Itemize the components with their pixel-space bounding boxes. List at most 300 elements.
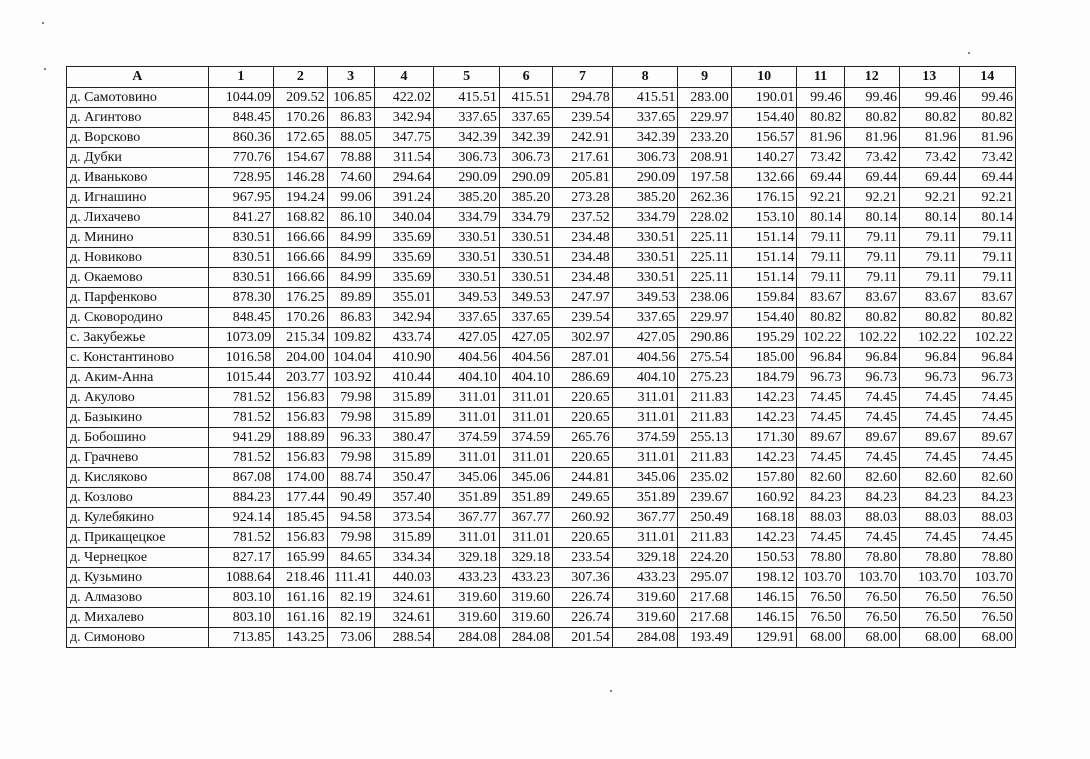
value-cell: 102.22 xyxy=(797,328,844,348)
value-cell: 73.42 xyxy=(844,148,899,168)
value-cell: 311.01 xyxy=(499,528,552,548)
value-cell: 311.01 xyxy=(612,408,678,428)
settlement-name-cell: д. Дубки xyxy=(67,148,209,168)
value-cell: 151.14 xyxy=(731,268,797,288)
value-cell: 73.42 xyxy=(959,148,1016,168)
value-cell: 96.73 xyxy=(797,368,844,388)
value-cell: 334.79 xyxy=(612,208,678,228)
value-cell: 385.20 xyxy=(612,188,678,208)
value-cell: 311.01 xyxy=(612,388,678,408)
scan-speck xyxy=(610,690,612,692)
value-cell: 374.59 xyxy=(499,428,552,448)
value-cell: 79.11 xyxy=(844,248,899,268)
value-cell: 255.13 xyxy=(678,428,731,448)
value-cell: 176.15 xyxy=(731,188,797,208)
value-cell: 81.96 xyxy=(844,128,899,148)
settlement-name-cell: д. Окаемово xyxy=(67,268,209,288)
data-table xyxy=(66,66,1016,648)
value-cell: 78.80 xyxy=(844,548,899,568)
settlement-name-cell: д. Сковородино xyxy=(67,308,209,328)
value-cell: 440.03 xyxy=(374,568,434,588)
value-cell: 76.50 xyxy=(959,588,1016,608)
value-cell: 195.29 xyxy=(731,328,797,348)
value-cell: 84.99 xyxy=(327,248,374,268)
value-cell: 229.97 xyxy=(678,108,731,128)
value-cell: 319.60 xyxy=(434,608,500,628)
table-row xyxy=(67,588,1016,608)
settlement-name-cell: д. Агинтово xyxy=(67,108,209,128)
value-cell: 211.83 xyxy=(678,448,731,468)
value-cell: 92.21 xyxy=(844,188,899,208)
value-cell: 172.65 xyxy=(274,128,327,148)
value-cell: 198.12 xyxy=(731,568,797,588)
table-row xyxy=(67,368,1016,388)
value-cell: 99.46 xyxy=(959,88,1016,108)
table-row xyxy=(67,528,1016,548)
value-cell: 74.45 xyxy=(900,408,960,428)
value-cell: 89.67 xyxy=(959,428,1016,448)
value-cell: 146.15 xyxy=(731,608,797,628)
value-cell: 83.67 xyxy=(844,288,899,308)
value-cell: 244.81 xyxy=(553,468,613,488)
value-cell: 79.98 xyxy=(327,408,374,428)
value-cell: 80.82 xyxy=(959,108,1016,128)
settlement-name-cell: д. Минино xyxy=(67,228,209,248)
value-cell: 404.10 xyxy=(434,368,500,388)
value-cell: 345.06 xyxy=(499,468,552,488)
value-cell: 355.01 xyxy=(374,288,434,308)
value-cell: 275.23 xyxy=(678,368,731,388)
value-cell: 88.03 xyxy=(844,508,899,528)
value-cell: 335.69 xyxy=(374,268,434,288)
value-cell: 74.45 xyxy=(959,408,1016,428)
table-row xyxy=(67,548,1016,568)
table-row xyxy=(67,408,1016,428)
table-row xyxy=(67,108,1016,128)
value-cell: 74.45 xyxy=(797,528,844,548)
value-cell: 273.28 xyxy=(553,188,613,208)
table-row xyxy=(67,428,1016,448)
value-cell: 80.82 xyxy=(900,308,960,328)
table-row xyxy=(67,508,1016,528)
value-cell: 302.97 xyxy=(553,328,613,348)
value-cell: 306.73 xyxy=(434,148,500,168)
value-cell: 80.82 xyxy=(844,308,899,328)
value-cell: 311.01 xyxy=(434,408,500,428)
value-cell: 433.23 xyxy=(499,568,552,588)
table-row xyxy=(67,488,1016,508)
value-cell: 99.46 xyxy=(900,88,960,108)
value-cell: 311.01 xyxy=(499,408,552,428)
value-cell: 260.92 xyxy=(553,508,613,528)
value-cell: 337.65 xyxy=(612,308,678,328)
value-cell: 92.21 xyxy=(900,188,960,208)
column-header: 5 xyxy=(434,67,500,88)
column-header: 6 xyxy=(499,67,552,88)
value-cell: 228.02 xyxy=(678,208,731,228)
value-cell: 79.11 xyxy=(959,228,1016,248)
value-cell: 86.10 xyxy=(327,208,374,228)
value-cell: 342.39 xyxy=(499,128,552,148)
value-cell: 146.28 xyxy=(274,168,327,188)
value-cell: 415.51 xyxy=(612,88,678,108)
value-cell: 357.40 xyxy=(374,488,434,508)
value-cell: 86.83 xyxy=(327,308,374,328)
scan-speck xyxy=(44,68,46,70)
value-cell: 156.83 xyxy=(274,528,327,548)
settlement-name-cell: д. Прикащецкое xyxy=(67,528,209,548)
value-cell: 427.05 xyxy=(499,328,552,348)
value-cell: 342.39 xyxy=(434,128,500,148)
table-row xyxy=(67,148,1016,168)
value-cell: 96.73 xyxy=(959,368,1016,388)
value-cell: 422.02 xyxy=(374,88,434,108)
table-row xyxy=(67,248,1016,268)
settlement-name-cell: с. Закубежье xyxy=(67,328,209,348)
value-cell: 311.01 xyxy=(612,528,678,548)
value-cell: 433.74 xyxy=(374,328,434,348)
value-cell: 334.34 xyxy=(374,548,434,568)
value-cell: 350.47 xyxy=(374,468,434,488)
settlement-name-cell: д. Грачнево xyxy=(67,448,209,468)
value-cell: 88.05 xyxy=(327,128,374,148)
table-row xyxy=(67,268,1016,288)
value-cell: 84.23 xyxy=(959,488,1016,508)
settlement-name-cell: д. Михалево xyxy=(67,608,209,628)
value-cell: 290.09 xyxy=(499,168,552,188)
column-header: A xyxy=(67,67,209,88)
column-header: 8 xyxy=(612,67,678,88)
value-cell: 781.52 xyxy=(208,528,274,548)
value-cell: 156.83 xyxy=(274,408,327,428)
value-cell: 143.25 xyxy=(274,628,327,648)
settlement-name-cell: с. Константиново xyxy=(67,348,209,368)
value-cell: 76.50 xyxy=(959,608,1016,628)
value-cell: 78.80 xyxy=(900,548,960,568)
value-cell: 427.05 xyxy=(612,328,678,348)
value-cell: 153.10 xyxy=(731,208,797,228)
settlement-name-cell: д. Игнашино xyxy=(67,188,209,208)
value-cell: 229.97 xyxy=(678,308,731,328)
value-cell: 433.23 xyxy=(434,568,500,588)
value-cell: 351.89 xyxy=(499,488,552,508)
value-cell: 90.49 xyxy=(327,488,374,508)
value-cell: 319.60 xyxy=(612,608,678,628)
value-cell: 74.45 xyxy=(844,388,899,408)
value-cell: 96.73 xyxy=(900,368,960,388)
value-cell: 102.22 xyxy=(844,328,899,348)
value-cell: 201.54 xyxy=(553,628,613,648)
value-cell: 781.52 xyxy=(208,408,274,428)
value-cell: 385.20 xyxy=(499,188,552,208)
settlement-name-cell: д. Парфенково xyxy=(67,288,209,308)
value-cell: 103.70 xyxy=(900,568,960,588)
value-cell: 433.23 xyxy=(612,568,678,588)
table-row xyxy=(67,328,1016,348)
value-cell: 73.06 xyxy=(327,628,374,648)
value-cell: 68.00 xyxy=(797,628,844,648)
value-cell: 404.10 xyxy=(499,368,552,388)
value-cell: 249.65 xyxy=(553,488,613,508)
value-cell: 319.60 xyxy=(499,608,552,628)
value-cell: 132.66 xyxy=(731,168,797,188)
value-cell: 78.80 xyxy=(959,548,1016,568)
settlement-name-cell: д. Кузьмино xyxy=(67,568,209,588)
table-row xyxy=(67,228,1016,248)
value-cell: 89.89 xyxy=(327,288,374,308)
value-cell: 337.65 xyxy=(499,308,552,328)
table-row xyxy=(67,468,1016,488)
value-cell: 351.89 xyxy=(612,488,678,508)
value-cell: 220.65 xyxy=(553,528,613,548)
value-cell: 103.70 xyxy=(844,568,899,588)
value-cell: 311.54 xyxy=(374,148,434,168)
value-cell: 84.23 xyxy=(900,488,960,508)
value-cell: 239.54 xyxy=(553,308,613,328)
value-cell: 225.11 xyxy=(678,268,731,288)
value-cell: 184.79 xyxy=(731,368,797,388)
value-cell: 340.04 xyxy=(374,208,434,228)
value-cell: 205.81 xyxy=(553,168,613,188)
value-cell: 848.45 xyxy=(208,308,274,328)
value-cell: 88.03 xyxy=(900,508,960,528)
value-cell: 74.45 xyxy=(797,448,844,468)
value-cell: 342.94 xyxy=(374,308,434,328)
value-cell: 81.96 xyxy=(797,128,844,148)
value-cell: 330.51 xyxy=(499,268,552,288)
value-cell: 68.00 xyxy=(844,628,899,648)
settlement-name-cell: д. Ворсково xyxy=(67,128,209,148)
settlement-name-cell: д. Козлово xyxy=(67,488,209,508)
value-cell: 329.18 xyxy=(612,548,678,568)
value-cell: 262.36 xyxy=(678,188,731,208)
value-cell: 76.50 xyxy=(900,588,960,608)
value-cell: 82.19 xyxy=(327,588,374,608)
value-cell: 324.61 xyxy=(374,608,434,628)
column-header: 12 xyxy=(844,67,899,88)
value-cell: 311.01 xyxy=(612,448,678,468)
settlement-name-cell: д. Чернецкое xyxy=(67,548,209,568)
value-cell: 171.30 xyxy=(731,428,797,448)
value-cell: 342.94 xyxy=(374,108,434,128)
value-cell: 78.88 xyxy=(327,148,374,168)
value-cell: 203.77 xyxy=(274,368,327,388)
value-cell: 142.23 xyxy=(731,388,797,408)
value-cell: 311.01 xyxy=(499,388,552,408)
value-cell: 82.19 xyxy=(327,608,374,628)
settlement-name-cell: д. Иваньково xyxy=(67,168,209,188)
value-cell: 157.80 xyxy=(731,468,797,488)
value-cell: 156.83 xyxy=(274,388,327,408)
value-cell: 374.59 xyxy=(612,428,678,448)
value-cell: 290.09 xyxy=(434,168,500,188)
value-cell: 74.45 xyxy=(900,528,960,548)
value-cell: 878.30 xyxy=(208,288,274,308)
value-cell: 185.45 xyxy=(274,508,327,528)
value-cell: 79.11 xyxy=(844,228,899,248)
value-cell: 154.67 xyxy=(274,148,327,168)
value-cell: 1073.09 xyxy=(208,328,274,348)
value-cell: 99.46 xyxy=(844,88,899,108)
table-row xyxy=(67,188,1016,208)
value-cell: 68.00 xyxy=(900,628,960,648)
value-cell: 76.50 xyxy=(844,588,899,608)
value-cell: 80.14 xyxy=(844,208,899,228)
value-cell: 217.68 xyxy=(678,588,731,608)
value-cell: 166.66 xyxy=(274,268,327,288)
value-cell: 404.56 xyxy=(499,348,552,368)
value-cell: 177.44 xyxy=(274,488,327,508)
value-cell: 830.51 xyxy=(208,228,274,248)
value-cell: 74.60 xyxy=(327,168,374,188)
value-cell: 92.21 xyxy=(959,188,1016,208)
column-header: 7 xyxy=(553,67,613,88)
value-cell: 204.00 xyxy=(274,348,327,368)
value-cell: 89.67 xyxy=(797,428,844,448)
value-cell: 287.01 xyxy=(553,348,613,368)
column-header: 14 xyxy=(959,67,1016,88)
value-cell: 84.99 xyxy=(327,228,374,248)
value-cell: 226.74 xyxy=(553,588,613,608)
settlement-name-cell: д. Базыкино xyxy=(67,408,209,428)
value-cell: 367.77 xyxy=(612,508,678,528)
value-cell: 96.73 xyxy=(844,368,899,388)
value-cell: 220.65 xyxy=(553,408,613,428)
value-cell: 103.70 xyxy=(959,568,1016,588)
value-cell: 315.89 xyxy=(374,408,434,428)
value-cell: 374.59 xyxy=(434,428,500,448)
value-cell: 265.76 xyxy=(553,428,613,448)
value-cell: 1015.44 xyxy=(208,368,274,388)
value-cell: 165.99 xyxy=(274,548,327,568)
value-cell: 380.47 xyxy=(374,428,434,448)
value-cell: 410.90 xyxy=(374,348,434,368)
value-cell: 79.11 xyxy=(797,268,844,288)
value-cell: 74.45 xyxy=(797,408,844,428)
value-cell: 330.51 xyxy=(434,248,500,268)
column-header: 13 xyxy=(900,67,960,88)
column-header: 1 xyxy=(208,67,274,88)
value-cell: 156.57 xyxy=(731,128,797,148)
value-cell: 924.14 xyxy=(208,508,274,528)
scan-speck xyxy=(968,52,970,54)
column-header: 9 xyxy=(678,67,731,88)
value-cell: 830.51 xyxy=(208,248,274,268)
value-cell: 89.67 xyxy=(844,428,899,448)
value-cell: 154.40 xyxy=(731,108,797,128)
value-cell: 84.65 xyxy=(327,548,374,568)
value-cell: 1088.64 xyxy=(208,568,274,588)
value-cell: 174.00 xyxy=(274,468,327,488)
value-cell: 68.00 xyxy=(959,628,1016,648)
value-cell: 79.11 xyxy=(797,248,844,268)
table-row xyxy=(67,208,1016,228)
value-cell: 347.75 xyxy=(374,128,434,148)
value-cell: 367.77 xyxy=(499,508,552,528)
settlement-name-cell: д. Кулебякино xyxy=(67,508,209,528)
value-cell: 345.06 xyxy=(612,468,678,488)
value-cell: 404.56 xyxy=(434,348,500,368)
value-cell: 76.50 xyxy=(844,608,899,628)
value-cell: 218.46 xyxy=(274,568,327,588)
value-cell: 111.41 xyxy=(327,568,374,588)
value-cell: 74.45 xyxy=(844,408,899,428)
value-cell: 79.11 xyxy=(797,228,844,248)
value-cell: 337.65 xyxy=(499,108,552,128)
value-cell: 294.78 xyxy=(553,88,613,108)
value-cell: 233.54 xyxy=(553,548,613,568)
value-cell: 211.83 xyxy=(678,408,731,428)
value-cell: 88.03 xyxy=(959,508,1016,528)
value-cell: 86.83 xyxy=(327,108,374,128)
value-cell: 161.16 xyxy=(274,608,327,628)
value-cell: 713.85 xyxy=(208,628,274,648)
value-cell: 330.51 xyxy=(612,268,678,288)
value-cell: 78.80 xyxy=(797,548,844,568)
value-cell: 92.21 xyxy=(797,188,844,208)
value-cell: 74.45 xyxy=(900,448,960,468)
value-cell: 142.23 xyxy=(731,408,797,428)
value-cell: 103.92 xyxy=(327,368,374,388)
value-cell: 151.14 xyxy=(731,228,797,248)
value-cell: 220.65 xyxy=(553,448,613,468)
table-row xyxy=(67,288,1016,308)
settlement-name-cell: д. Алмазово xyxy=(67,588,209,608)
table-row xyxy=(67,308,1016,328)
column-header: 2 xyxy=(274,67,327,88)
value-cell: 781.52 xyxy=(208,448,274,468)
value-cell: 73.42 xyxy=(900,148,960,168)
value-cell: 217.68 xyxy=(678,608,731,628)
value-cell: 288.54 xyxy=(374,628,434,648)
column-header: 3 xyxy=(327,67,374,88)
value-cell: 427.05 xyxy=(434,328,500,348)
value-cell: 74.45 xyxy=(900,388,960,408)
value-cell: 967.95 xyxy=(208,188,274,208)
value-cell: 330.51 xyxy=(434,268,500,288)
value-cell: 151.14 xyxy=(731,248,797,268)
value-cell: 247.97 xyxy=(553,288,613,308)
settlement-name-cell: д. Бобошино xyxy=(67,428,209,448)
value-cell: 217.61 xyxy=(553,148,613,168)
value-cell: 410.44 xyxy=(374,368,434,388)
value-cell: 781.52 xyxy=(208,388,274,408)
value-cell: 329.18 xyxy=(499,548,552,568)
value-cell: 96.33 xyxy=(327,428,374,448)
value-cell: 233.20 xyxy=(678,128,731,148)
value-cell: 404.56 xyxy=(612,348,678,368)
value-cell: 215.34 xyxy=(274,328,327,348)
value-cell: 238.06 xyxy=(678,288,731,308)
value-cell: 345.06 xyxy=(434,468,500,488)
value-cell: 209.52 xyxy=(274,88,327,108)
value-cell: 142.23 xyxy=(731,448,797,468)
value-cell: 150.53 xyxy=(731,548,797,568)
value-cell: 225.11 xyxy=(678,248,731,268)
value-cell: 334.79 xyxy=(499,208,552,228)
value-cell: 193.49 xyxy=(678,628,731,648)
value-cell: 290.09 xyxy=(612,168,678,188)
value-cell: 69.44 xyxy=(900,168,960,188)
value-cell: 337.65 xyxy=(612,108,678,128)
value-cell: 225.11 xyxy=(678,228,731,248)
value-cell: 166.66 xyxy=(274,248,327,268)
value-cell: 194.24 xyxy=(274,188,327,208)
value-cell: 106.85 xyxy=(327,88,374,108)
value-cell: 234.48 xyxy=(553,268,613,288)
value-cell: 76.50 xyxy=(797,588,844,608)
value-cell: 79.11 xyxy=(900,248,960,268)
